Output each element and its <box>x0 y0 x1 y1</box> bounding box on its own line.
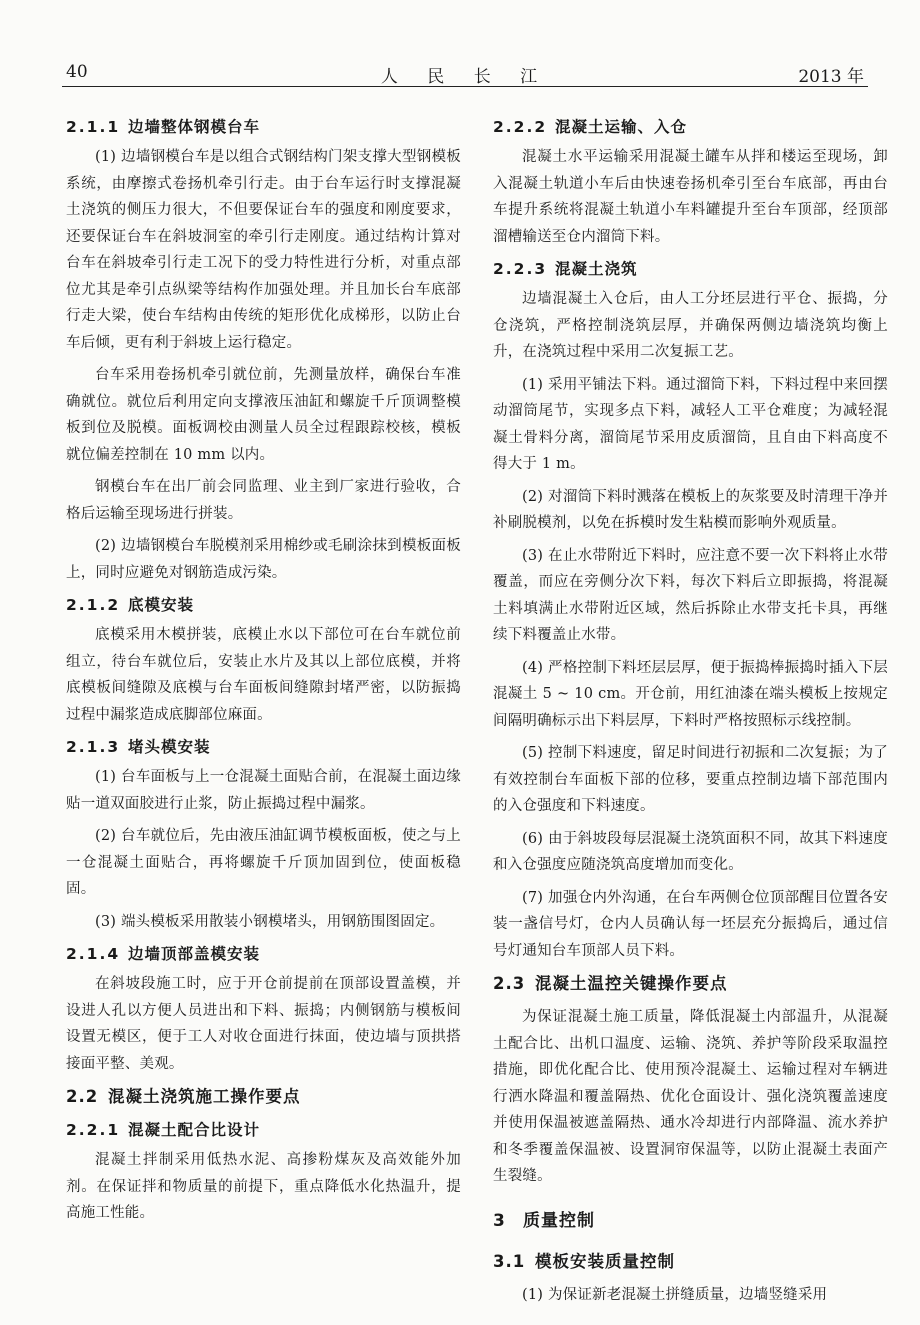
paragraph: 底模采用木模拼装，底模止水以下部位可在台车就位前组立，待台车就位后，安装止水片及其以上部位底模，并将底模板间缝隙及底模与台车面板间缝隙封堵严密，以防振捣过程中漏浆造成底脚部位麻面。 <box>66 627 461 723</box>
section-title: 质量控制 <box>523 1210 595 1231</box>
section-number: 2.1.3 <box>66 738 121 756</box>
journal-name: 人 民 长 江 <box>380 67 550 87</box>
section-title: 模板安装质量控制 <box>535 1251 675 1271</box>
paragraph: (1) 为保证新老混凝土拼缝质量，边墙竖缝采用 <box>522 1286 828 1303</box>
section-number: 2.1.2 <box>66 596 121 614</box>
publication-year: 2013 年 <box>798 67 864 87</box>
paragraph: (7) 加强仓内外沟通，在台车两侧仓位顶部醒目位置各安装一盏信号灯，仓内人员确认每一坯层充分振捣后，通过信号灯通知台车顶部人员下料。 <box>493 889 888 959</box>
section-heading <box>66 734 461 760</box>
paragraph: (2) 台车就位后，先由液压油缸调节模板面板，使之与上一仓混凝土面贴合，再将螺旋千斤顶加固到位，使面板稳固。 <box>66 828 461 897</box>
section-title: 边墙整体钢模台车 <box>128 118 261 136</box>
paragraph: 混凝土水平运输采用混凝土罐车从拌和楼运至现场，卸入混凝土轨道小车后由快速卷扬机牵引至台车底部，再由台车提升系统将混凝土轨道小车料罐提升至台车顶部，经顶部溜槽输送至仓内溜筒下料。 <box>493 149 888 245</box>
section-title: 边墙顶部盖模安装 <box>128 945 261 963</box>
section-heading <box>66 941 461 967</box>
section-heading <box>493 114 888 140</box>
page-header <box>62 58 868 87</box>
section-heading <box>66 1117 461 1143</box>
paragraph: 钢模台车在出厂前会同监理、业主到厂家进行验收，合格后运输至现场进行拼装。 <box>66 479 461 522</box>
section-heading <box>493 256 888 282</box>
left-column <box>66 114 461 1233</box>
paragraph: 在斜坡段施工时，应于开仓前提前在顶部设置盖模，并设进人孔以方便人员进出和下料、振捣；内侧钢筋与模板间设置无模区，便于工人对收仓面进行抹面，使边墙与顶拱搭接面平整、美观。 <box>66 976 461 1072</box>
paragraph: (2) 对溜筒下料时溅落在模板上的灰浆要及时清理干净并补刷脱模剂，以免在拆模时发生粘模而影响外观质量。 <box>493 488 888 531</box>
paragraph: 混凝土拌制采用低热水泥、高掺粉煤灰及高效能外加剂。在保证拌和物质量的前提下，重点降低水化热温升，提高施工性能。 <box>66 1152 461 1221</box>
paragraph: 边墙混凝土入仓后，由人工分坯层进行平仓、振捣，分仓浇筑，严格控制浇筑层厚，并确保两侧边墙浇筑均衡上升，在浇筑过程中采用二次复振工艺。 <box>493 291 888 360</box>
section-title: 混凝土浇筑 <box>555 260 638 278</box>
section-number: 2.2.1 <box>66 1121 121 1139</box>
section-title: 堵头模安装 <box>128 738 211 756</box>
section-number: 2.2.3 <box>493 260 548 278</box>
section-number: 2.2.2 <box>493 118 548 136</box>
section-title: 混凝土浇筑施工操作要点 <box>108 1087 301 1106</box>
section-title: 混凝土配合比设计 <box>128 1121 261 1139</box>
section-title: 底模安装 <box>128 596 195 614</box>
right-column <box>493 114 888 1314</box>
paragraph: (3) 在止水带附近下料时，应注意不要一次下料将止水带覆盖，而应在旁侧分次下料，每次下料后立即振捣，将混凝土料填满止水带附近区域，然后拆除止水带支托卡具，再继续下料覆盖止水带。 <box>493 547 888 643</box>
section-heading <box>493 970 888 998</box>
paragraph: (1) 台车面板与上一仓混凝土面贴合前，在混凝土面边缘贴一道双面胶进行止浆，防止振捣过程中漏浆。 <box>66 769 461 812</box>
section-number: 3 <box>493 1210 506 1231</box>
paragraph: (3) 端头模板采用散装小钢模堵头，用钢筋围图固定。 <box>95 913 445 930</box>
section-title: 混凝土温控关键操作要点 <box>535 974 728 993</box>
section-number: 2.1.4 <box>66 945 121 963</box>
section-number: 2.2 <box>66 1087 99 1106</box>
section-heading <box>66 592 461 618</box>
section-title: 混凝土运输、入仓 <box>555 118 688 136</box>
paragraph: (1) 边墙钢模台车是以组合式钢结构门架支撑大型钢模板系统，由摩擦式卷扬机牵引行走。由于台车运行时支撑混凝土浇筑的侧压力很大，不但要保证台车的强度和刚度要求，还要保证台车在斜坡洞室的牵引行走刚度。通过结构计算对台车在斜坡牵引行走工况下的受力特性进行分析，对重点部位尤其是牵引点纵梁等结构作加强处理。并且加长台车底部行走大梁，使台车结构由传统的矩形优化成梯形，以防止台车后倾，更有利于斜坡上运行稳定。 <box>66 149 461 351</box>
section-heading <box>66 1083 461 1111</box>
page-number: 40 <box>66 62 88 82</box>
section-heading <box>66 114 461 140</box>
section-number: 2.3 <box>493 974 526 993</box>
paragraph: 台车采用卷扬机牵引就位前，先测量放样，确保台车准确就位。就位后利用定向支撑液压油缸和螺旋千斤顶调整模板到位及脱模。面板调校由测量人员全过程跟踪校核，模板就位偏差控制在 10 mm 以内。 <box>66 367 461 463</box>
section-heading <box>493 1248 888 1276</box>
paragraph: (5) 控制下料速度，留足时间进行初振和二次复振；为了有效控制台车面板下部的位移，要重点控制边墙下部范围内的入仓强度和下料速度。 <box>493 745 888 814</box>
section-heading <box>493 1206 888 1236</box>
paragraph: (4) 严格控制下料坯层层厚，便于振捣棒振捣时插入下层混凝土 5 ~ 10 cm。开仓前，用红油漆在端头模板上按规定间隔明确标示出下料层厚，下料时严格按照标示线控制。 <box>493 659 888 729</box>
paragraph: (6) 由于斜坡段每层混凝土浇筑面积不同，故其下料速度和入仓强度应随浇筑高度增加而变化。 <box>493 830 888 873</box>
section-number: 2.1.1 <box>66 118 121 136</box>
section-number: 3.1 <box>493 1251 526 1271</box>
paragraph: (1) 采用平铺法下料。通过溜筒下料，下料过程中来回摆动溜筒尾节，实现多点下料，减轻人工平仓难度；为减轻混凝土骨料分离，溜筒尾节采用皮质溜筒，且自由下料高度不得大于 1 m。 <box>493 376 888 472</box>
paragraph: (2) 边墙钢模台车脱模剂采用棉纱或毛刷涂抹到模板面板上，同时应避免对钢筋造成污染。 <box>66 538 461 581</box>
paragraph: 为保证混凝土施工质量，降低混凝土内部温升，从混凝土配合比、出机口温度、运输、浇筑、养护等阶段采取温控措施，即优化配合比、使用预冷混凝土、运输过程对车辆进行洒水降温和覆盖隔热、优化仓面设计、强化浇筑覆盖速度并使用保温被遮盖隔热、通水冷却进行内部降温、流水养护和冬季覆盖保温被、设置洞帘保温等，以防止混凝土表面产生裂缝。 <box>493 1009 888 1184</box>
